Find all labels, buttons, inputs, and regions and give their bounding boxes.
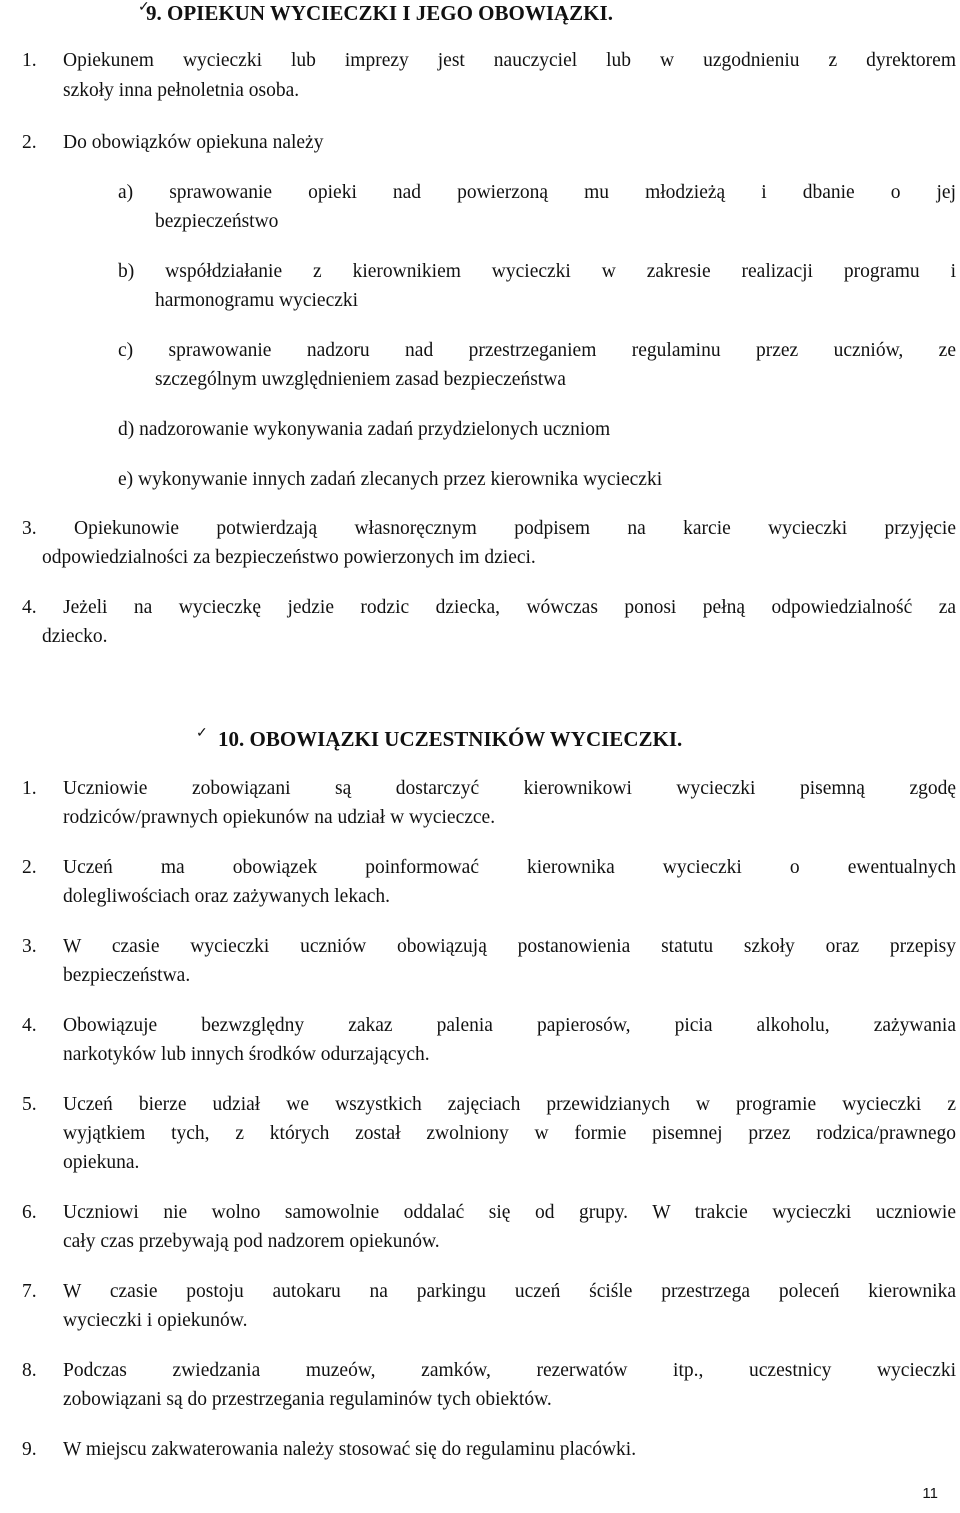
s10-item-6-number: 6. bbox=[22, 1202, 37, 1223]
s9-item-4-line-1: 4. Jeżeli na wycieczkę jedzie rodzic dziecka, wówczas ponosi pełną odpowiedzialność za bbox=[22, 597, 956, 618]
section-9-heading bbox=[138, 0, 613, 25]
s10-item-5-line-1: Uczeń bierze udział we wszystkich zajęciach przewidzianych w programie wycieczki z bbox=[63, 1094, 956, 1115]
s10-item-3-number: 3. bbox=[22, 936, 37, 957]
s10-item-5-number: 5. bbox=[22, 1094, 37, 1115]
s10-item-5-line-3: opiekuna. bbox=[63, 1152, 140, 1173]
s10-item-2-line-1: Uczeń ma obowiązek poinformować kierownika wycieczki o ewentualnych bbox=[63, 857, 956, 878]
s10-item-4-line-2: narkotyków lub innych środków odurzających. bbox=[63, 1044, 430, 1065]
s10-item-8-number: 8. bbox=[22, 1360, 37, 1381]
s9-sub-b-line-2: harmonogramu wycieczki bbox=[155, 290, 359, 311]
s9-item-1-number: 1. bbox=[22, 50, 37, 71]
s9-item-4-line-2: dziecko. bbox=[42, 626, 108, 647]
s9-item-2-number: 2. bbox=[22, 132, 37, 153]
s10-item-1-line-1: Uczniowie zobowiązani są dostarczyć kierownikowi wycieczki pisemną zgodę bbox=[63, 778, 956, 799]
s10-item-7-line-1: W czasie postoju autokaru na parkingu uczeń ściśle przestrzega poleceń kierownika bbox=[63, 1281, 956, 1302]
s10-item-1-number: 1. bbox=[22, 778, 37, 799]
s9-sub-c-line-2: szczególnym uwzględnieniem zasad bezpieczeństwa bbox=[155, 369, 566, 390]
s10-item-6-line-2: cały czas przebywają pod nadzorem opiekunów. bbox=[63, 1231, 440, 1252]
s10-item-8-line-2: zobowiązani są do przestrzegania regulaminów tych obiektów. bbox=[63, 1389, 552, 1410]
s9-item-3-line-1: 3. Opiekunowie potwierdzają własnoręcznym podpisem na karcie wycieczki przyjęcie bbox=[22, 518, 956, 539]
section-9-title: 9. OPIEKUN WYCIECZKI I JEGO OBOWIĄZKI. bbox=[146, 1, 613, 25]
s9-sub-c-line-1: c) sprawowanie nadzoru nad przestrzeganiem regulaminu przez uczniów, ze bbox=[118, 340, 956, 361]
s9-sub-e-line-1: e) wykonywanie innych zadań zlecanych przez kierownika wycieczki bbox=[118, 469, 663, 490]
s10-item-9-line-1: W miejscu zakwaterowania należy stosować się do regulaminu placówki. bbox=[63, 1439, 637, 1460]
heading-bullet: ✓ bbox=[196, 726, 208, 741]
s10-item-7-number: 7. bbox=[22, 1281, 37, 1302]
s10-item-2-number: 2. bbox=[22, 857, 37, 878]
s10-item-4-number: 4. bbox=[22, 1015, 37, 1036]
s9-item-1-line-1: Opiekunem wycieczki lub imprezy jest nauczyciel lub w uzgodnieniu z dyrektorem bbox=[63, 50, 956, 71]
page-number: 11 bbox=[922, 1485, 938, 1502]
s10-item-3-line-1: W czasie wycieczki uczniów obowiązują postanowienia statutu szkoły oraz przepisy bbox=[63, 936, 956, 957]
section-10-heading bbox=[196, 726, 683, 751]
s9-sub-d-line-1: d) nadzorowanie wykonywania zadań przydzielonych uczniom bbox=[118, 419, 611, 440]
s10-item-7-line-2: wycieczki i opiekunów. bbox=[63, 1310, 248, 1331]
s9-sub-a-line-2: bezpieczeństwo bbox=[155, 211, 279, 232]
s10-item-8-line-1: Podczas zwiedzania muzeów, zamków, rezerwatów itp., uczestnicy wycieczki bbox=[63, 1360, 956, 1381]
section-10-title: 10. OBOWIĄZKI UCZESTNIKÓW WYCIECZKI. bbox=[218, 727, 683, 751]
heading-bullet: ✓ bbox=[138, 0, 150, 15]
s9-sub-b-line-1: b) współdziałanie z kierownikiem wycieczki w zakresie realizacji programu i bbox=[118, 261, 956, 282]
s9-sub-a-line-1: a) sprawowanie opieki nad powierzoną mu młodzieżą i dbanie o jej bbox=[118, 182, 956, 203]
s9-item-1-line-2: szkoły inna pełnoletnia osoba. bbox=[63, 80, 300, 101]
s9-item-3-line-2: odpowiedzialności za bezpieczeństwo powierzonych im dzieci. bbox=[42, 547, 536, 568]
s10-item-2-line-2: dolegliwościach oraz zażywanych lekach. bbox=[63, 886, 391, 907]
s10-item-4-line-1: Obowiązuje bezwzględny zakaz palenia papierosów, picia alkoholu, zażywania bbox=[63, 1015, 956, 1036]
s10-item-6-line-1: Uczniowi nie wolno samowolnie oddalać się od grupy. W trakcie wycieczki uczniowie bbox=[63, 1202, 956, 1223]
s10-item-1-line-2: rodziców/prawnych opiekunów na udział w wycieczce. bbox=[63, 807, 496, 828]
s10-item-3-line-2: bezpieczeństwa. bbox=[63, 965, 191, 986]
s9-item-2-line-1: Do obowiązków opiekuna należy bbox=[63, 132, 324, 153]
s10-item-9-number: 9. bbox=[22, 1439, 37, 1460]
s10-item-5-line-2: wyjątkiem tych, z których został zwolniony w formie pisemnej przez rodzica/prawnego bbox=[63, 1123, 956, 1144]
